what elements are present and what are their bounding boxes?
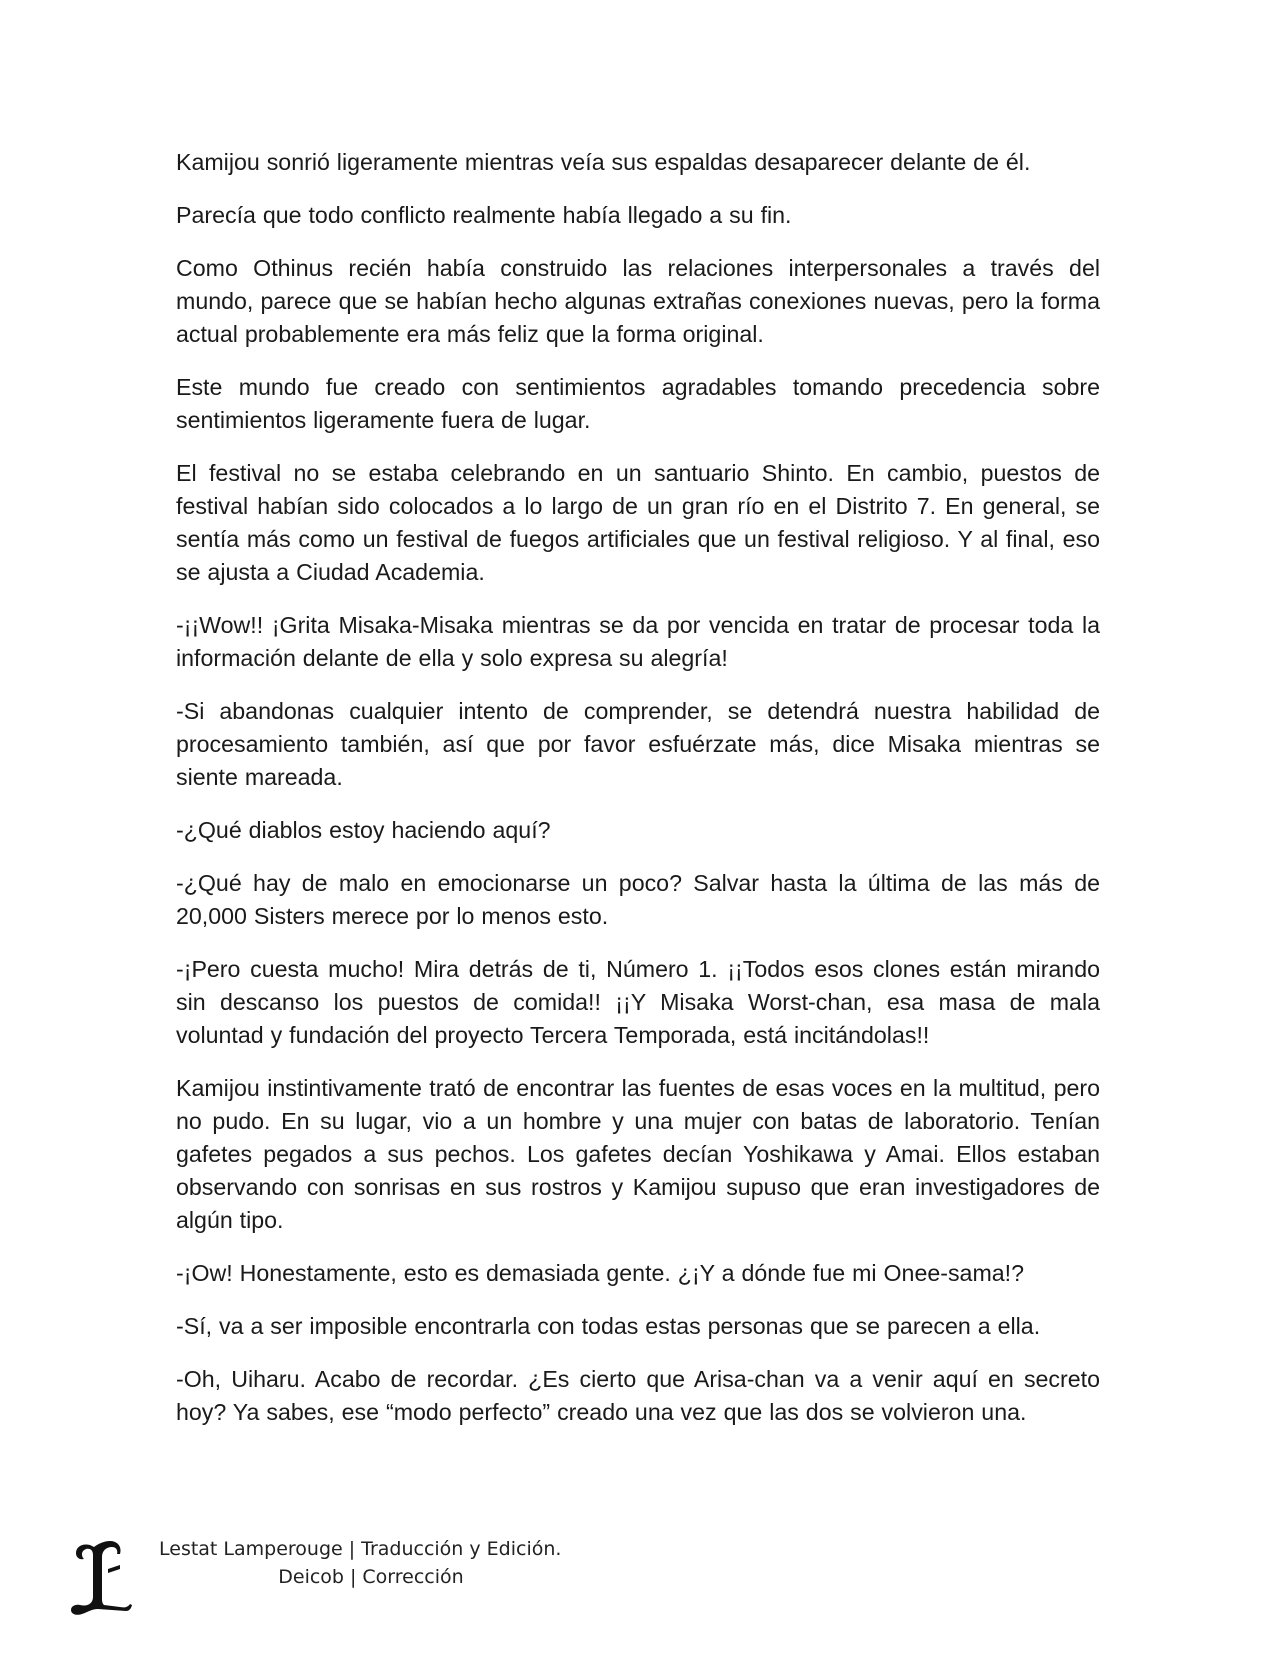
paragraph: -¿Qué hay de malo en emocionarse un poco? Salvar hasta la última de las más de 20,000 Sisters merece por lo menos esto. bbox=[176, 870, 1100, 929]
paragraph: Este mundo fue creado con sentimientos agradables tomando precedencia sobre sentimientos ligeramente fuera de lugar. bbox=[176, 374, 1100, 433]
paragraph: -¡¡Wow!! ¡Grita Misaka-Misaka mientras se da por vencida en tratar de procesar toda la información delante de ella y solo expresa su alegría! bbox=[176, 612, 1100, 671]
paragraph: -Si abandonas cualquier intento de comprender, se detendrá nuestra habilidad de procesamiento también, así que por favor esfuérzate más, dice Misaka mientras se siente mareada. bbox=[176, 698, 1100, 790]
paragraph: -Oh, Uiharu. Acabo de recordar. ¿Es cierto que Arisa-chan va a venir aquí en secreto hoy? Ya sabes, ese “modo perfecto” creado una vez que las dos se volvieron una. bbox=[176, 1366, 1100, 1425]
credit-role: Corrección bbox=[362, 1566, 464, 1588]
paragraph: Kamijou instintivamente trató de encontrar las fuentes de esas voces en la multitud, pero no pudo. En su lugar, vio a un hombre y una mujer con batas de laboratorio. Tenían gafetes pegados a sus pechos. Los gafetes decían Yoshikawa y Amai. Ellos estaban observando con sonrisas en sus rostros y Kamijou supuso que eran investigadores de algún tipo. bbox=[176, 1075, 1100, 1233]
paragraph: El festival no se estaba celebrando en un santuario Shinto. En cambio, puestos de festival habían sido colocados a lo largo de un gran río en el Distrito 7. En general, se sentía más como un festival de fuegos artificiales que un festival religioso. Y al final, eso se ajusta a Ciudad Academia. bbox=[176, 460, 1100, 585]
paragraph: -¿Qué diablos estoy haciendo aquí? bbox=[176, 817, 551, 843]
page-footer bbox=[64, 1535, 684, 1625]
credit-separator: | bbox=[348, 1538, 356, 1560]
credit-line-translation bbox=[159, 1535, 561, 1563]
credit-name: Deicob bbox=[278, 1566, 344, 1588]
document-body bbox=[176, 146, 1100, 1449]
credits-block bbox=[159, 1535, 561, 1591]
credit-role: Traducción y Edición. bbox=[361, 1538, 562, 1560]
paragraph: -¡Ow! Honestamente, esto es demasiada gente. ¿¡Y a dónde fue mi Onee-sama!? bbox=[176, 1260, 1024, 1286]
paragraph: -Sí, va a ser imposible encontrarla con todas estas personas que se parecen a ella. bbox=[176, 1313, 1041, 1339]
paragraph: Parecía que todo conflicto realmente había llegado a su fin. bbox=[176, 202, 792, 228]
paragraph: -¡Pero cuesta mucho! Mira detrás de ti, Número 1. ¡¡Todos esos clones están mirando sin descanso los puestos de comida!! ¡¡Y Misaka Worst-chan, esa masa de mala voluntad y fundación del proyecto Tercera Temporada, está incitándolas!! bbox=[176, 956, 1100, 1048]
paragraph: Como Othinus recién había construido las relaciones interpersonales a través del mundo, parece que se habían hecho algunas extrañas conexiones nuevas, pero la forma actual probablemente era más feliz que la forma original. bbox=[176, 255, 1100, 347]
gothic-l-logo-icon bbox=[68, 1539, 134, 1617]
paragraph: Kamijou sonrió ligeramente mientras veía sus espaldas desaparecer delante de él. bbox=[176, 149, 1031, 175]
credit-separator: | bbox=[350, 1566, 357, 1588]
credit-name: Lestat Lamperouge bbox=[159, 1538, 343, 1560]
credit-line-correction bbox=[159, 1563, 561, 1591]
